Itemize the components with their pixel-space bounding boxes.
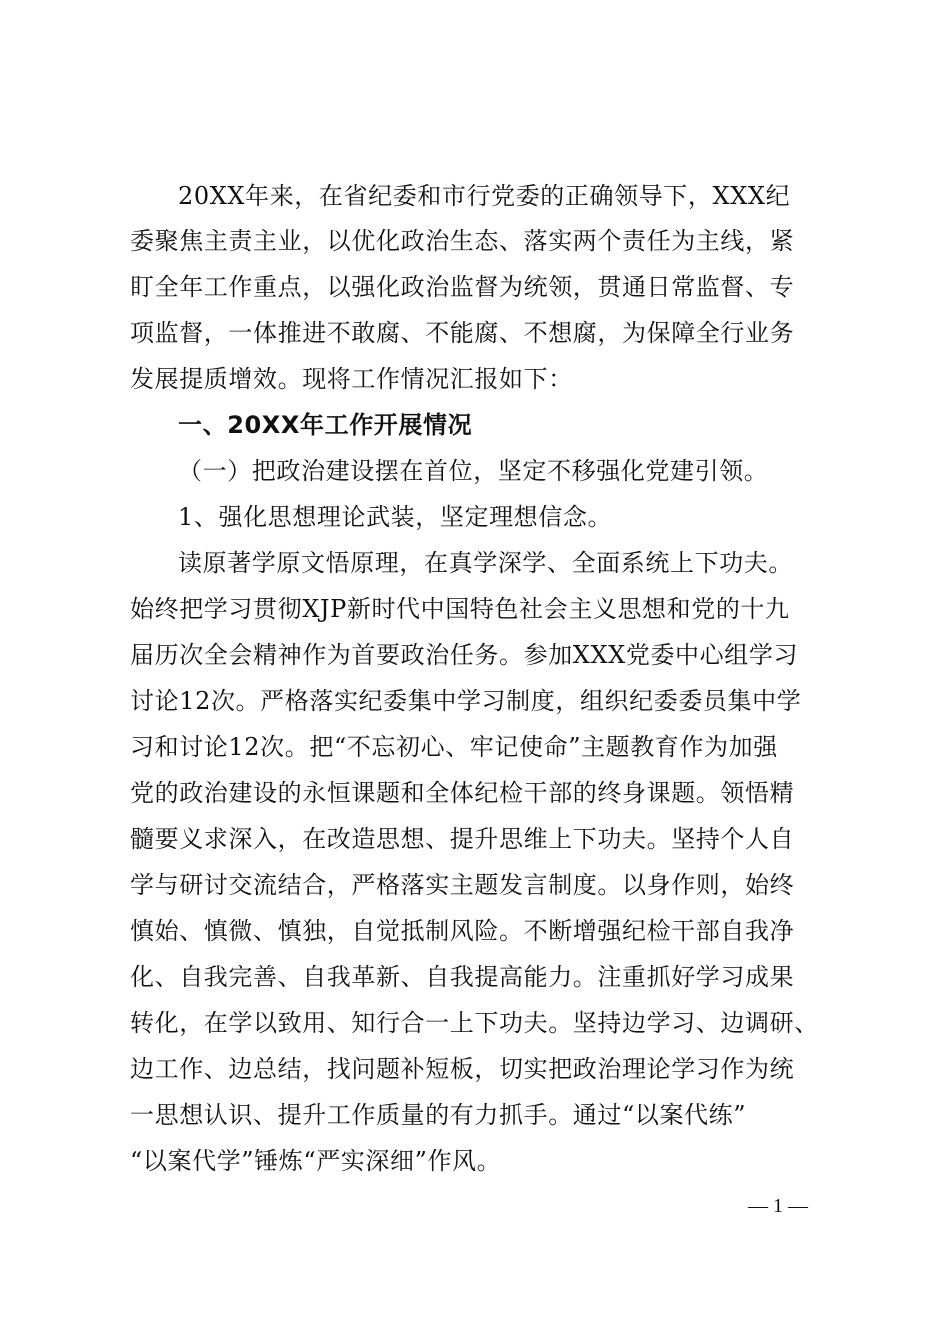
page-number: — 1 — (748, 1195, 808, 1217)
intro-line: 委聚焦主责主业，以优化政治生态、落实两个责任为主线，紧 (130, 227, 795, 255)
body-line: 届历次全会精神作为首要政治任务。参加XXX党委中心组学习 (130, 641, 799, 669)
body-line: 慎始、慎微、慎独，自觉抵制风险。不断增强纪检干部自我净 (130, 917, 795, 945)
body-line: 习和讨论12次。把“不忘初心、牢记使命”主题教育作为加强 (130, 733, 778, 761)
intro-line: 项监督，一体推进不敢腐、不能腐、不想腐，为保障全行业务 (130, 319, 795, 347)
body-line: 化、自我完善、自我革新、自我提高能力。注重抓好学习成果 (130, 963, 795, 991)
body-line: 转化，在学以致用、知行合一上下功夫。坚持边学习、边调研、 (130, 1009, 819, 1037)
body-line: “以案代学”锤炼“严实深细”作风。 (130, 1147, 502, 1175)
body-line: 讨论12次。严格落实纪委集中学习制度，组织纪委委员集中学 (130, 687, 802, 715)
intro-line: 盯全年工作重点，以强化政治监督为统领，贯通日常监督、专 (130, 273, 795, 301)
intro-line: 发展提质增效。现将工作情况汇报如下： (130, 365, 573, 393)
body-line: 读原著学原文悟原理，在真学深学、全面系统上下功夫。 (178, 549, 793, 577)
body-line: 始终把学习贯彻XJP新时代中国特色社会主义思想和党的十九 (130, 595, 790, 623)
item-heading: 1、强化思想理论武装，坚定理想信念。 (178, 503, 613, 531)
body-line: 髓要义求深入，在改造思想、提升思维上下功夫。坚持个人自 (130, 825, 795, 853)
intro-line: 20XX年来，在省纪委和市行党委的正确领导下，XXX纪 (178, 182, 791, 210)
body-line: 边工作、边总结，找问题补短板，切实把政治理论学习作为统 (130, 1055, 795, 1083)
body-line: 党的政治建设的永恒课题和全体纪检干部的终身课题。领悟精 (130, 779, 795, 807)
subsection-heading: （一）把政治建设摆在首位，坚定不移强化党建引领。 (178, 457, 769, 485)
section-heading: 一、20XX年工作开展情况 (178, 411, 473, 439)
body-line: 学与研讨交流结合，严格落实主题发言制度。以身作则，始终 (130, 871, 795, 899)
body-line: 一思想认识、提升工作质量的有力抓手。通过“以案代练” (130, 1101, 747, 1129)
